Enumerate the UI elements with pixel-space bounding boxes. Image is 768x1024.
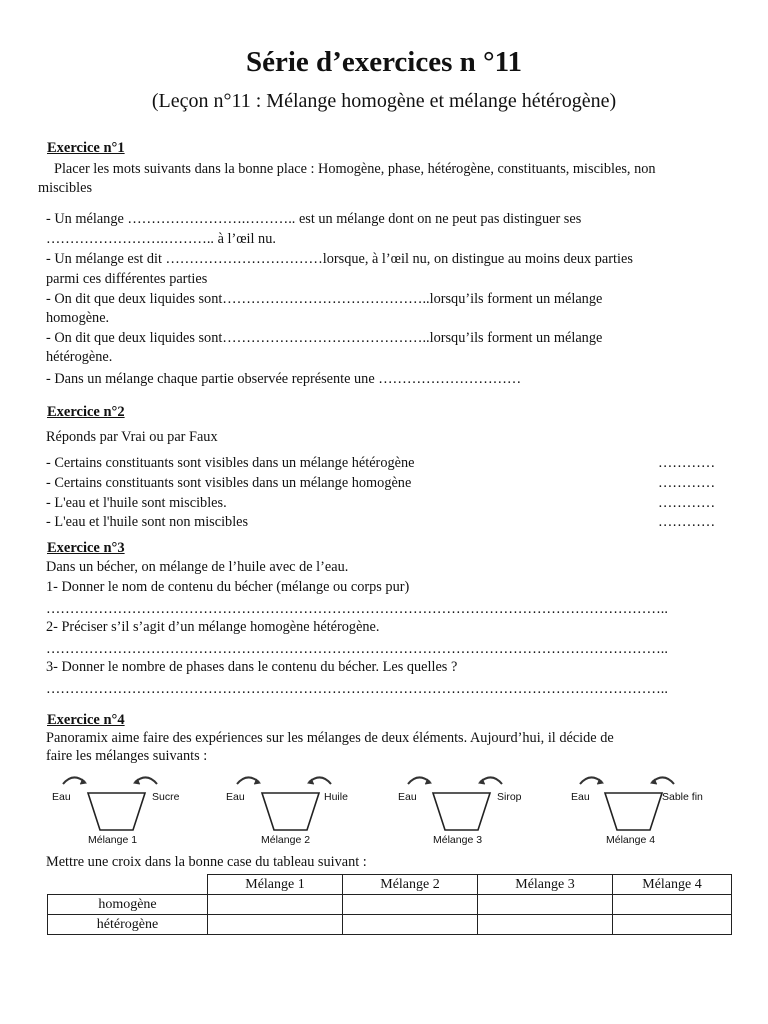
page-title: Série d’exercices n °11 <box>245 46 522 78</box>
exercise-3-question-3: 3- Donner le nombre de phases dans le contenu du bécher. Les quelles ? <box>46 659 458 675</box>
exercise-2-heading: Exercice n°2 <box>47 404 125 420</box>
exercise-2-intro: Réponds par Vrai ou par Faux <box>46 429 218 445</box>
answer-cell-heterogene-4[interactable] <box>613 915 732 935</box>
table-row-label-heterogene: hétérogène <box>48 915 208 935</box>
exercise-1-line-7: - On dit que deux liquides sont……………………………………..lorsqu’ils forment un mélange <box>46 330 603 346</box>
exercise-2-answer-1: ………… <box>658 455 716 471</box>
answer-cell-heterogene-3[interactable] <box>478 915 613 935</box>
pot-1-caption: Mélange 1 <box>88 834 138 846</box>
mixing-pot-4-illustration <box>572 770 702 840</box>
answer-cell-homogene-3[interactable] <box>478 895 613 915</box>
exercise-3-answer-2: ………………………………………………………………………………………………………………….. <box>46 641 668 657</box>
table-row-heterogene <box>48 915 732 935</box>
exercise-2-answer-2: ………… <box>658 475 716 491</box>
mixing-pot-2-illustration <box>229 770 359 840</box>
answer-cell-homogene-1[interactable] <box>208 895 343 915</box>
table-header-melange-4: Mélange 4 <box>613 875 732 895</box>
exercise-1-intro-line-2: miscibles <box>38 180 93 196</box>
exercise-3-question-2: 2- Préciser s’il s’agit d’un mélange homogène hétérogène. <box>46 619 380 635</box>
table-header-melange-1: Mélange 1 <box>208 875 343 895</box>
pot-2-caption: Mélange 2 <box>261 834 311 846</box>
exercise-1-line-8: hétérogène. <box>46 349 113 365</box>
table-row-label-homogene: homogène <box>48 895 208 915</box>
exercise-1-heading: Exercice n°1 <box>47 140 125 156</box>
exercise-3-heading: Exercice n°3 <box>47 540 125 556</box>
pot-3-left-ingredient: Eau <box>398 791 417 803</box>
pot-1-right-ingredient: Sucre <box>152 791 180 803</box>
pot-1-left-ingredient: Eau <box>52 791 71 803</box>
answer-cell-heterogene-1[interactable] <box>208 915 343 935</box>
answer-cell-heterogene-2[interactable] <box>343 915 478 935</box>
answer-cell-homogene-2[interactable] <box>343 895 478 915</box>
mixture-classification-table <box>47 874 732 935</box>
exercise-4-heading: Exercice n°4 <box>47 712 125 728</box>
exercise-2-answer-4: ………… <box>658 514 716 530</box>
exercise-3-question-1: 1- Donner le nom de contenu du bécher (mélange ou corps pur) <box>46 579 410 595</box>
mixing-pot-1-illustration <box>55 770 185 840</box>
table-corner-cell <box>48 875 208 895</box>
pot-2-left-ingredient: Eau <box>226 791 245 803</box>
pot-4-caption: Mélange 4 <box>606 834 656 846</box>
page-subtitle: (Leçon n°11 : Mélange homogène et mélange hétérogène) <box>151 90 617 112</box>
table-row-homogene <box>48 895 732 915</box>
table-header-melange-2: Mélange 2 <box>343 875 478 895</box>
table-header-melange-3: Mélange 3 <box>478 875 613 895</box>
exercise-1-line-9: - Dans un mélange chaque partie observée représente une ………………………… <box>46 371 522 387</box>
exercise-3-answer-3: ………………………………………………………………………………………………………………….. <box>46 681 668 697</box>
pot-4-left-ingredient: Eau <box>571 791 590 803</box>
exercise-3-answer-1: ………………………………………………………………………………………………………………….. <box>46 601 668 617</box>
exercise-1-line-3: - Un mélange est dit ……………………………lorsque, à l’œil nu, on distingue au moins deux parties <box>46 251 633 267</box>
pot-3-right-ingredient: Sirop <box>497 791 522 803</box>
answer-cell-homogene-4[interactable] <box>613 895 732 915</box>
exercise-2-statement-2: - Certains constituants sont visibles dans un mélange homogène <box>46 475 412 491</box>
exercise-3-intro: Dans un bécher, on mélange de l’huile avec de l’eau. <box>46 559 349 575</box>
pot-4-right-ingredient: Sable fin <box>662 791 703 803</box>
exercise-1-line-5: - On dit que deux liquides sont……………………………………..lorsqu’ils forment un mélange <box>46 291 603 307</box>
exercise-1-line-1: - Un mélange …………………….……….. est un mélange dont on ne peut pas distinguer ses <box>46 211 582 227</box>
exercise-1-line-4: parmi ces différentes parties <box>46 271 208 287</box>
table-header-row <box>48 875 732 895</box>
exercise-4-intro-line-2: faire les mélanges suivants : <box>46 748 208 764</box>
exercise-1-line-2: …………………….……….. à l’œil nu. <box>46 231 276 247</box>
exercise-2-statement-3: - L'eau et l'huile sont miscibles. <box>46 495 227 511</box>
pot-3-caption: Mélange 3 <box>433 834 483 846</box>
exercise-4-intro-line-1: Panoramix aime faire des expériences sur les mélanges de deux éléments. Aujourd’hui, il décide de <box>46 730 614 746</box>
exercise-1-line-6: homogène. <box>46 310 110 326</box>
exercise-2-statement-4: - L'eau et l'huile sont non miscibles <box>46 514 249 530</box>
exercise-2-statement-1: - Certains constituants sont visibles dans un mélange hétérogène <box>46 455 415 471</box>
exercise-4-table-intro: Mettre une croix dans la bonne case du tableau suivant : <box>46 854 367 870</box>
exercise-2-answer-3: ………… <box>658 495 716 511</box>
pot-2-right-ingredient: Huile <box>324 791 348 803</box>
exercise-1-intro-line-1: Placer les mots suivants dans la bonne place : Homogène, phase, hétérogène, constituants, miscibles, non <box>54 161 656 177</box>
mixing-pot-3-illustration <box>400 770 530 840</box>
